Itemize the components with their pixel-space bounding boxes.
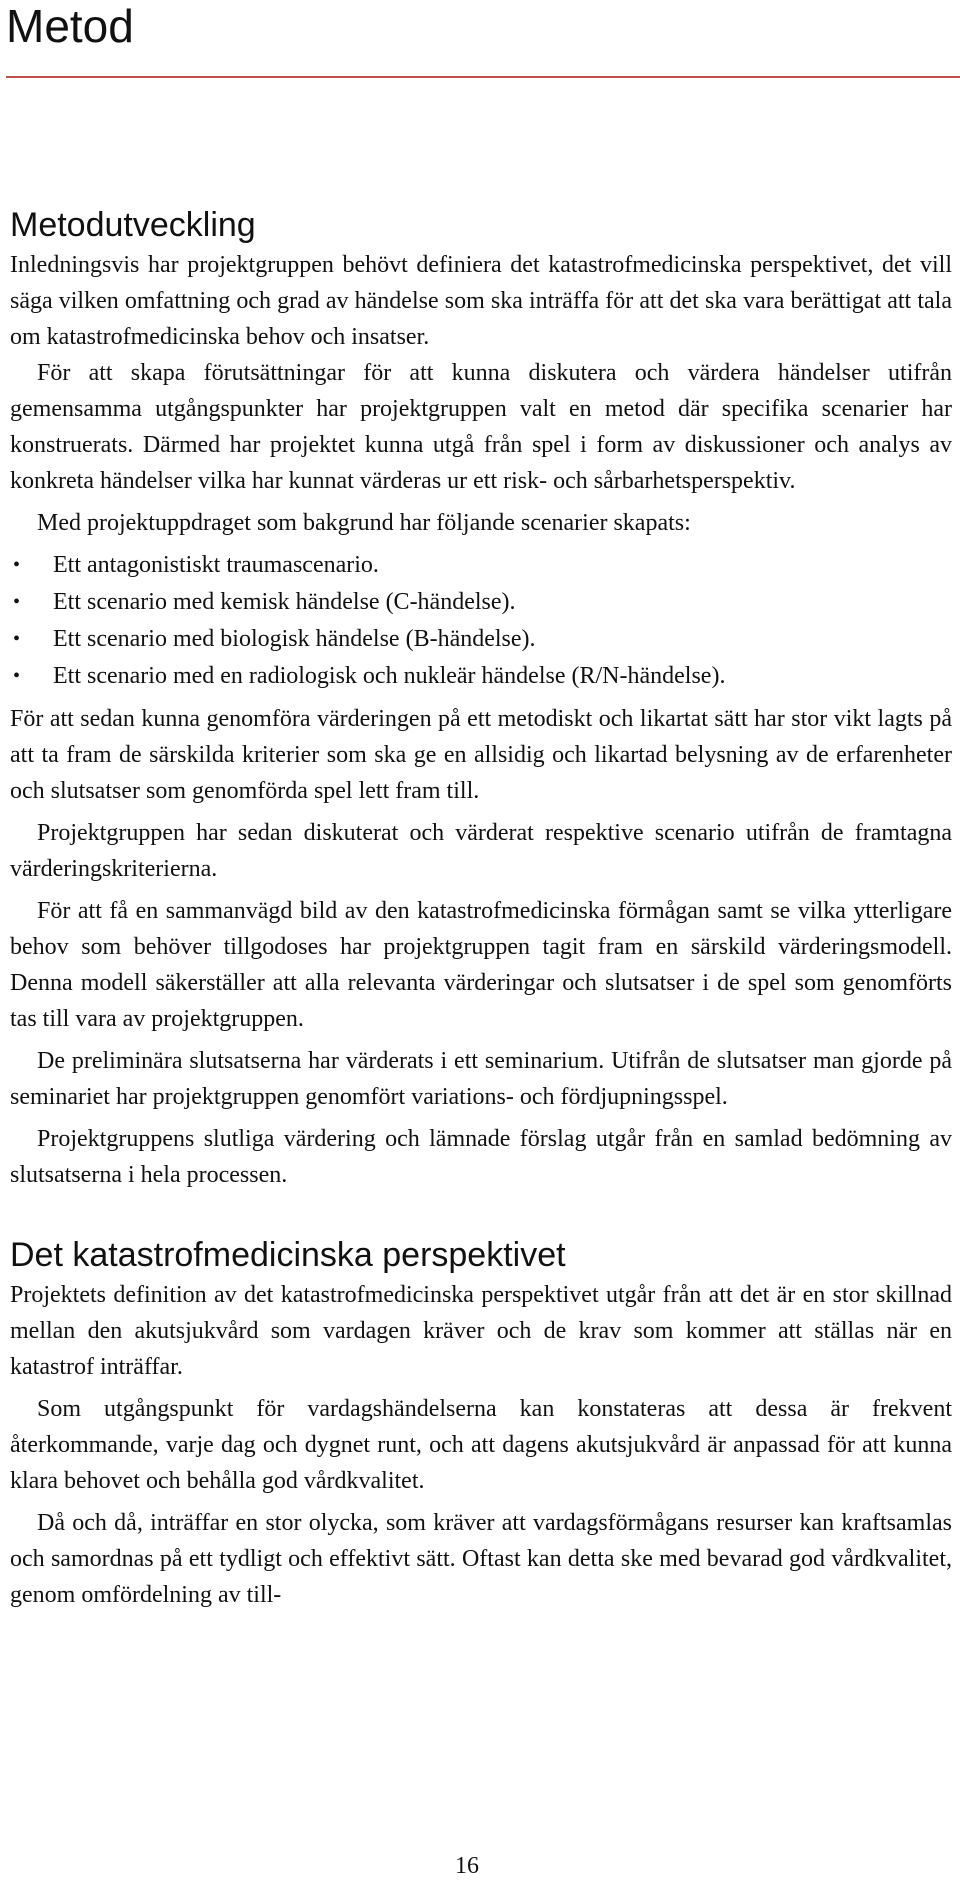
document-body: [10, 203, 952, 1613]
list-item: [10, 658, 952, 695]
paragraph: Som utgångspunkt för vardagshändelserna kan konstateras att dessa är frekvent återkommande, varje dag och dygnet runt, och att dagens akutsjukvård är anpassad för att kunna klara behovet och behålla god vårdkvalitet.: [10, 1396, 952, 1494]
list-item: [10, 547, 952, 584]
paragraph: För att sedan kunna genomföra värderingen på ett metodiskt och likartat sätt har stor vikt lagts på att ta fram de särskilda kriterier som ska ge en allsidig och likartad belysning av de erfarenheter och slutsatser som genomförda spel lett fram till.: [10, 706, 952, 804]
paragraph: Projektgruppen har sedan diskuterat och värderat respektive scenario utifrån de framtagna värderingskriterierna.: [10, 820, 952, 882]
paragraph: Projektets definition av det katastrofmedicinska perspektivet utgår från att det är en stor skillnad mellan den akutsjukvård som vardagen kräver och de krav som kommer att ställas när en katastrof inträffar.: [10, 1282, 952, 1380]
list-item-text: Ett scenario med biologisk händelse (B-händelse).: [53, 626, 536, 652]
section-heading-katastrofmedicinska-perspektivet: Det katastrofmedicinska perspektivet: [10, 1236, 566, 1274]
paragraph: För att få en sammanvägd bild av den katastrofmedicinska förmågan samt se vilka ytterligare behov som behöver tillgodoses har projektgruppen tagit fram en särskild värderingsmodell. Denna modell säkerställer att alla relevanta värderingar och slutsatser i de spel som genomförts tas till vara av projektgruppen.: [10, 898, 952, 1032]
section-heading-metodutveckling: Metodutveckling: [10, 206, 256, 244]
bullet-icon: •: [13, 665, 21, 687]
paragraph: Med projektuppdraget som bakgrund har följande scenarier skapats:: [37, 510, 691, 536]
page-title: Metod: [6, 0, 134, 52]
list-item: [10, 621, 952, 658]
paragraph: De preliminära slutsatserna har värderats i ett seminarium. Utifrån de slutsatser man gjorde på seminariet har projektgruppen genomfört variations- och fördjupningsspel.: [10, 1048, 952, 1110]
paragraph: För att skapa förutsättningar för att kunna diskutera och värdera händelser utifrån gemensamma utgångspunkter har projektgruppen valt en metod där specifika scenarier har konstruerats. Därmed har projektet kunna utgå från spel i form av diskussioner och analys av konkreta händelser vilka har kunnat värderas ur ett risk- och sårbarhetsperspektiv.: [10, 360, 952, 494]
list-item-text: Ett scenario med kemisk händelse (C-händelse).: [53, 589, 516, 615]
bullet-icon: •: [13, 591, 21, 613]
bullet-icon: •: [13, 628, 21, 650]
scenario-list: [10, 547, 952, 695]
bullet-icon: •: [13, 554, 21, 576]
title-divider: [6, 76, 960, 78]
page-number: 16: [455, 1853, 479, 1879]
paragraph: Inledningsvis har projektgruppen behövt definiera det katastrofmedicinska perspektivet, det vill säga vilken omfattning och grad av händelse som ska inträffa för att det ska vara berättigat att tala om katastrofmedicinska behov och insatser.: [10, 252, 952, 350]
list-item-text: Ett antagonistiskt traumascenario.: [53, 552, 379, 578]
list-item: [10, 584, 952, 621]
paragraph: Då och då, inträffar en stor olycka, som kräver att vardagsförmågans resurser kan kraftsamlas och samordnas på ett tydligt och effektivt sätt. Oftast kan detta ske med bevarad god vårdkvalitet, genom omfördelning av till-: [10, 1510, 952, 1608]
paragraph: Projektgruppens slutliga värdering och lämnade förslag utgår från en samlad bedömning av slutsatserna i hela processen.: [10, 1126, 952, 1188]
list-item-text: Ett scenario med en radiologisk och nukleär händelse (R/N-händelse).: [53, 663, 726, 689]
